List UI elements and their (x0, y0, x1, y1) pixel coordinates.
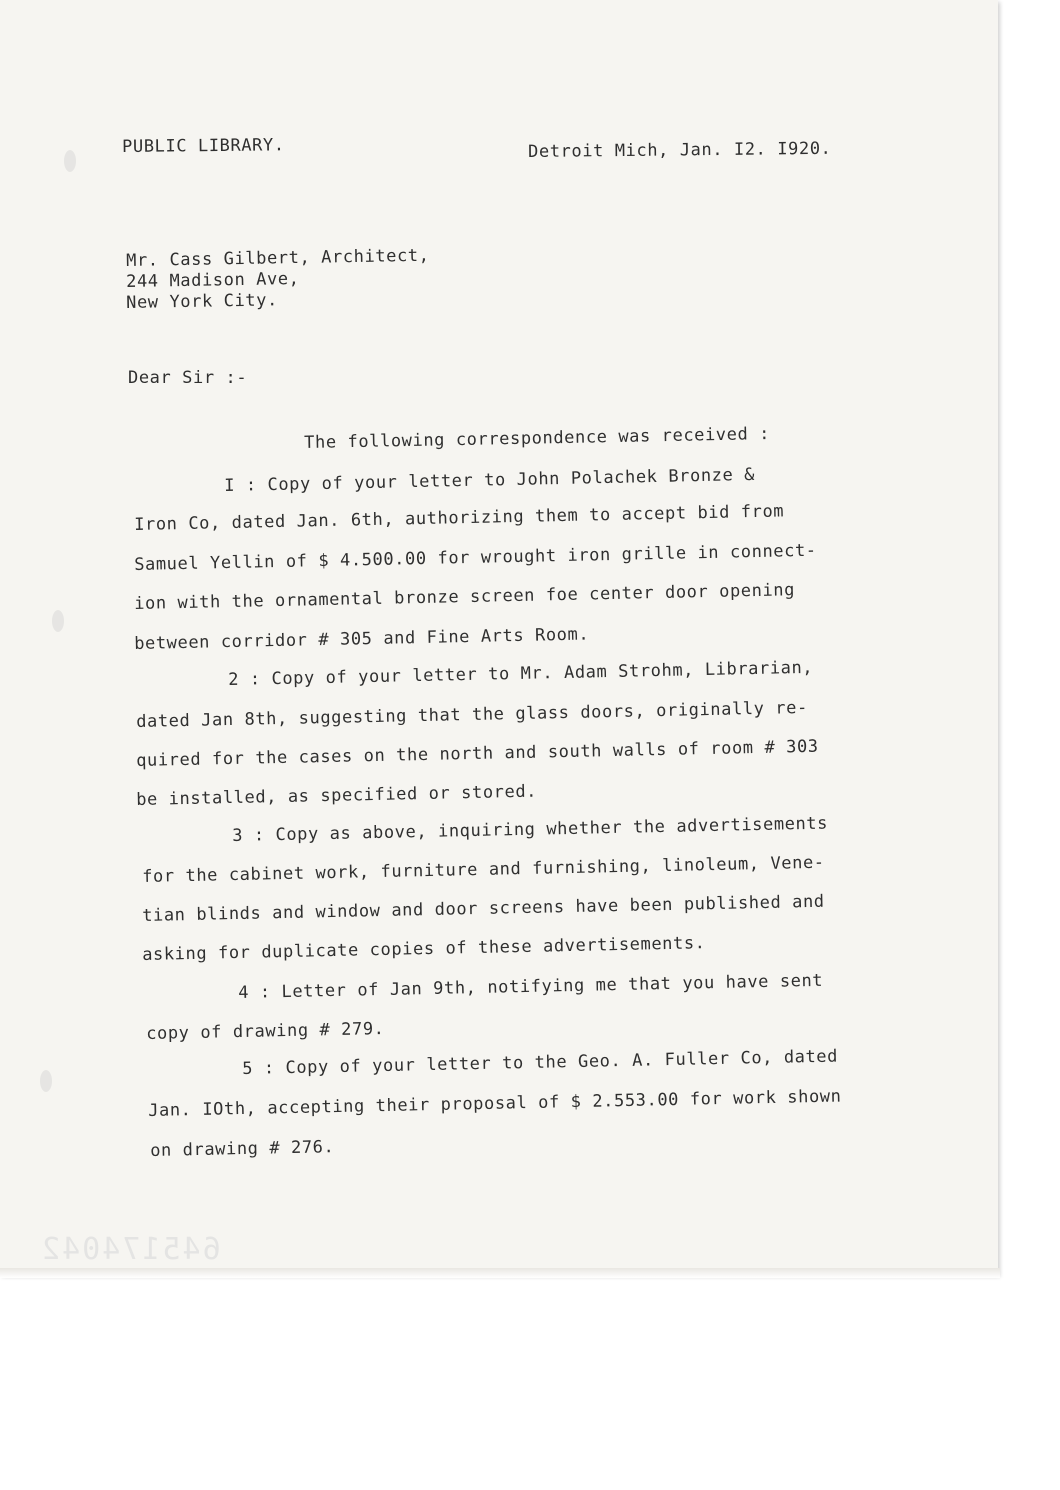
body-line: asking for duplicate copies of these advertisements. (142, 933, 706, 965)
bleed-through-number: 645174042 (40, 1232, 221, 1267)
page-edge-shadow (0, 1268, 1000, 1278)
salutation: Dear Sir :- (128, 368, 248, 388)
body-line: 2 : Copy of your letter to Mr. Adam Strohm, Librarian, (228, 657, 814, 690)
letterhead-institution: PUBLIC LIBRARY. (122, 135, 285, 157)
addressee-line-name: Mr. Cass Gilbert, Architect, (126, 245, 430, 271)
body-line: quired for the cases on the north and south walls of room # 303 (136, 736, 819, 771)
addressee-line-street: 244 Madison Ave, (126, 268, 300, 292)
body-line: ion with the ornamental bronze screen foe center door opening (134, 580, 796, 614)
body-line: Samuel Yellin of $ 4.500.00 for wrought iron grille in connect- (134, 540, 817, 575)
body-line: for the cabinet work, furniture and furnishing, linoleum, Vene- (142, 852, 825, 887)
body-line: tian blinds and window and door screens have been published and (142, 891, 825, 926)
intro-line: The following correspondence was received : (304, 424, 771, 453)
body-line: Jan. IOth, accepting their proposal of $ 2.553.00 for work shown (148, 1086, 842, 1121)
body-line: be installed, as specified or stored. (136, 781, 538, 810)
punch-mark (52, 610, 64, 632)
punch-mark (64, 150, 76, 172)
body-line: Iron Co, dated Jan. 6th, authorizing them to accept bid from (134, 501, 785, 535)
body-line: 5 : Copy of your letter to the Geo. A. Fuller Co, dated (242, 1046, 839, 1079)
addressee-line-city: New York City. (126, 290, 279, 313)
body-line: 3 : Copy as above, inquiring whether the advertisements (232, 813, 829, 846)
body-line: copy of drawing # 279. (146, 1019, 385, 1044)
body-line: I : Copy of your letter to John Polachek Bronze & (224, 464, 756, 496)
dateline: Detroit Mich, Jan. I2. I920. (528, 138, 832, 162)
body-line: 4 : Letter of Jan 9th, notifying me that you have sent (238, 970, 824, 1003)
body-line: on drawing # 276. (150, 1137, 335, 1161)
punch-mark (40, 1070, 52, 1092)
body-line: between corridor # 305 and Fine Arts Room. (134, 624, 590, 654)
body-line: dated Jan 8th, suggesting that the glass doors, originally re- (136, 697, 809, 732)
